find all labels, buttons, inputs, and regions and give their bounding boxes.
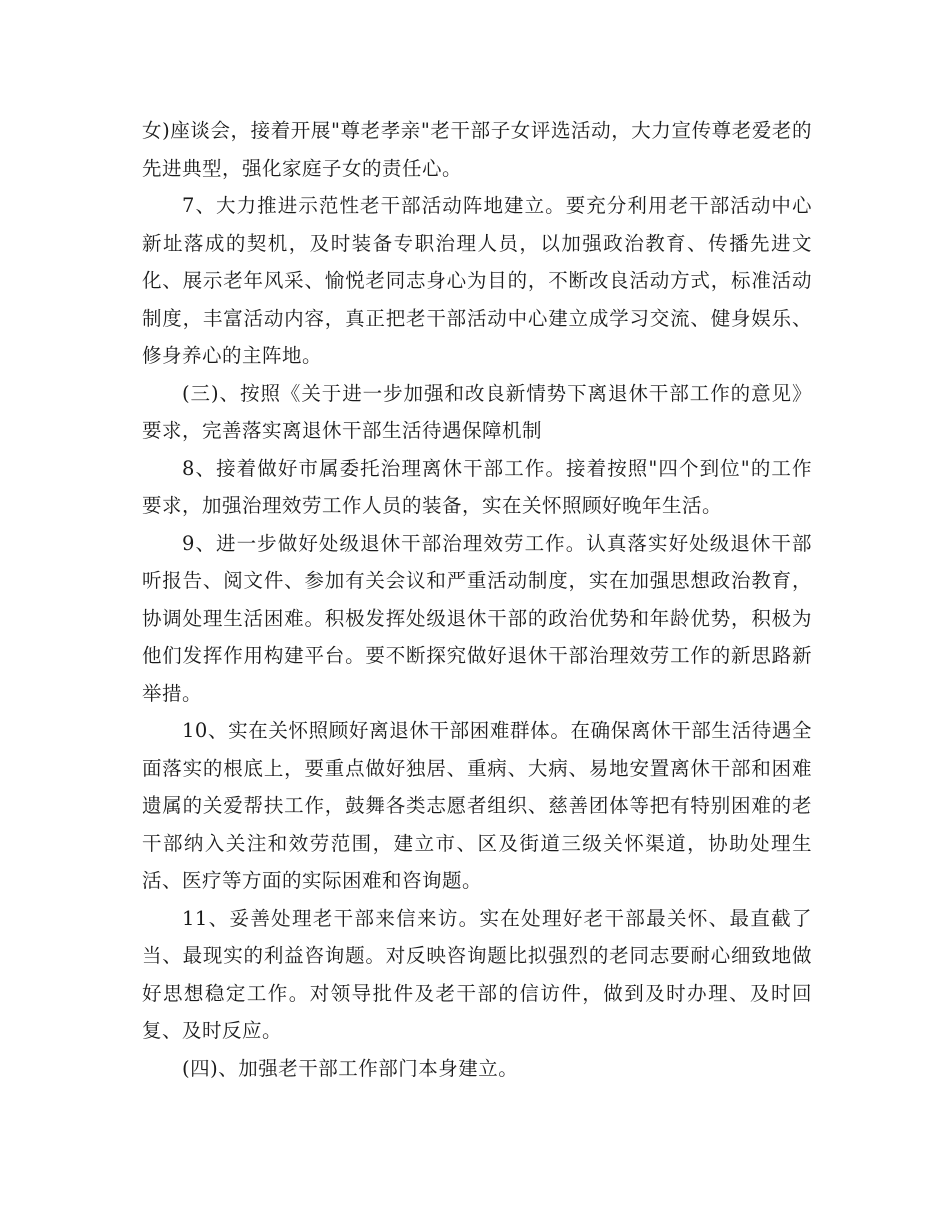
paragraph-continuation: 女)座谈会，接着开展"尊老孝亲"老干部子女评选活动，大力宣传尊老爱老的先进典型，强化家庭子女的责任心。: [142, 119, 812, 180]
paragraph-item-11: 11、妥善处理老干部来信来访。实在处理好老干部最关怀、最直截了当、最现实的利益咨询题。对反映咨询题比拟强烈的老同志要耐心细致地做好思想稳定工作。对领导批件及老干部的信访件，做到及时办理、及时回复、及时反应。: [142, 906, 812, 1042]
section-heading-3: (三)、按照《关于进一步加强和改良新情势下离退休干部工作的意见》要求，完善落实离退休干部生活待遇保障机制: [142, 381, 812, 442]
section-heading-4: (四)、加强老干部工作部门本身建立。: [182, 1056, 519, 1080]
paragraph-item-7: 7、大力推进示范性老干部活动阵地建立。要充分利用老干部活动中心新址落成的契机，及时装备专职治理人员，以加强政治教育、传播先进文化、展示老年风采、愉悦老同志身心为目的，不断改良活动方式，标准活动制度，丰富活动内容，真正把老干部活动中心建立成学习交流、健身娱乐、修身养心的主阵地。: [142, 194, 812, 367]
paragraph-item-9: 9、进一步做好处级退休干部治理效劳工作。认真落实好处级退休干部听报告、阅文件、参加有关会议和严重活动制度，实在加强思想政治教育，协调处理生活困难。积极发挥处级退休干部的政治优势和年龄优势，积极为他们发挥作用构建平台。要不断探究做好退休干部治理效劳工作的新思路新举措。: [142, 531, 812, 705]
paragraph-item-8: 8、接着做好市属委托治理离休干部工作。接着按照"四个到位"的工作要求，加强治理效劳工作人员的装备，实在关怀照顾好晚年生活。: [142, 456, 812, 517]
document-body: [142, 112, 812, 1087]
paragraph-item-10: 10、实在关怀照顾好离退休干部困难群体。在确保离休干部生活待遇全面落实的根底上，要重点做好独居、重病、大病、易地安置离休干部和困难遗属的关爱帮扶工作，鼓舞各类志愿者组织、慈善团体等把有特别困难的老干部纳入关注和效劳范围，建立市、区及街道三级关怀渠道，协助处理生活、医疗等方面的实际困难和咨询题。: [142, 719, 812, 892]
